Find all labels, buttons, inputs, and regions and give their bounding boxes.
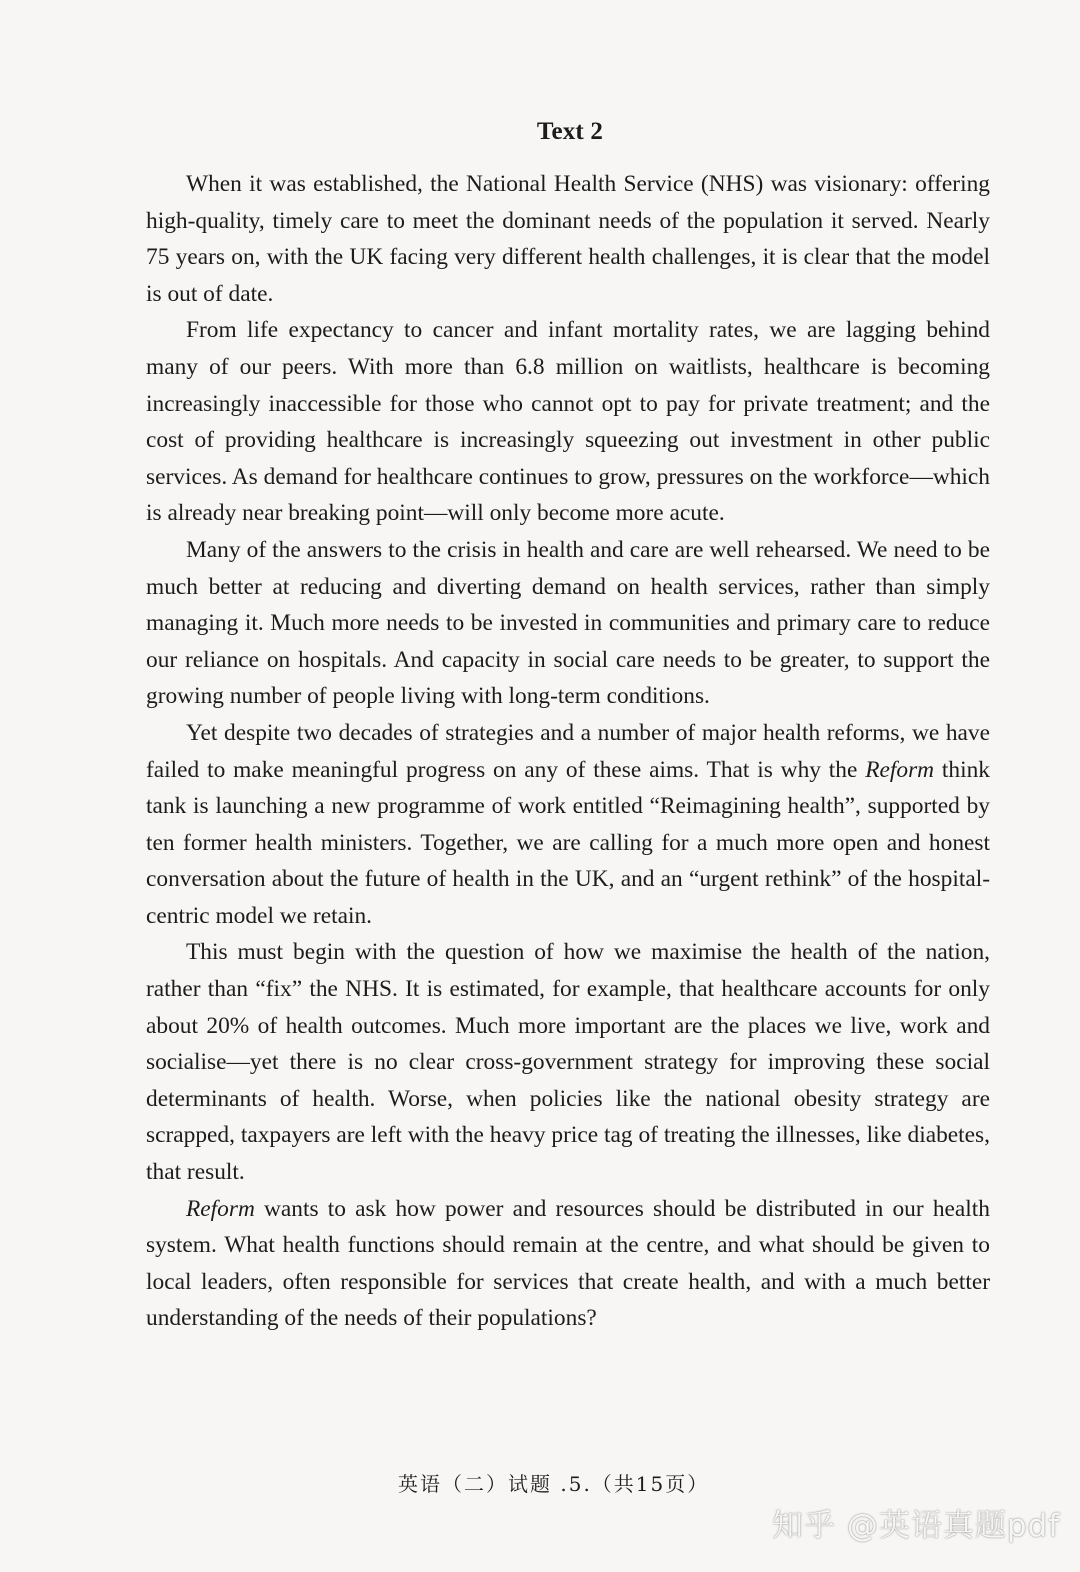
- paragraph: [146, 532, 990, 715]
- paragraph: [146, 715, 990, 935]
- italic-text: Reform: [186, 1195, 255, 1222]
- paragraph-text: When it was established, the National Health Service (NHS) was visionary: offering high-quality, timely care to meet the dominant needs of the population it served. Nearly 75 years on, with the UK facing very different health challenges, it is clear that the model is out of date.: [146, 171, 990, 307]
- paragraph: [146, 312, 990, 532]
- paragraph-text: think tank is launching a new programme of work entitled “Reimagining health”, supported by ten former health ministers. Together, we are calling for a much more open and honest conversation about the future of health in the UK, and an “urgent rethink” of the hospital-centric model we retain.: [146, 756, 990, 929]
- page-footer: 英语（二）试题 .5.（共15页）: [398, 1472, 710, 1496]
- paragraph-text: This must begin with the question of how we maximise the health of the nation, rather than “fix” the NHS. It is estimated, for example, that healthcare accounts for only about 20% of health outcomes. Much more important are the places we live, work and socialise—yet there is no clear cross-government strategy for improving these social determinants of health. Worse, when policies like the national obesity strategy are scrapped, taxpayers are left with the heavy price tag of treating the illnesses, like diabetes, that result.: [146, 939, 990, 1186]
- paragraph: [146, 934, 990, 1190]
- paragraph-text: Many of the answers to the crisis in health and care are well rehearsed. We need to be much better at reducing and diverting demand on health services, rather than simply managing it. Much more needs to be invested in communities and primary care to reduce our reliance on hospitals. And capacity in social care needs to be greater, to support the growing number of people living with long-term conditions.: [146, 536, 990, 710]
- article-body: [146, 166, 990, 1337]
- paragraph-text: wants to ask how power and resources should be distributed in our health system. What health functions should remain at the centre, and what should be given to local leaders, often responsible for services that create health, and with a much better understanding of the needs of their populations?: [146, 1195, 990, 1332]
- watermark: 知乎 @英语真题pdf: [772, 1508, 1061, 1544]
- page-title: Text 2: [536, 118, 604, 145]
- paragraph-text: Yet despite two decades of strategies and a number of major health reforms, we have failed to make meaningful progress on any of these aims. That is why the: [146, 719, 990, 783]
- paragraph: [146, 166, 990, 312]
- italic-text: Reform: [865, 756, 935, 783]
- paragraph-text: From life expectancy to cancer and infant mortality rates, we are lagging behind many of our peers. With more than 6.8 million on waitlists, healthcare is becoming increasingly inaccessible for those who cannot opt to pay for private treatment; and the cost of providing healthcare is increasingly squeezing out investment in other public services. As demand for healthcare continues to grow, pressures on the workforce—which is already near breaking point—will only become more acute.: [146, 317, 990, 527]
- paragraph: [146, 1191, 990, 1337]
